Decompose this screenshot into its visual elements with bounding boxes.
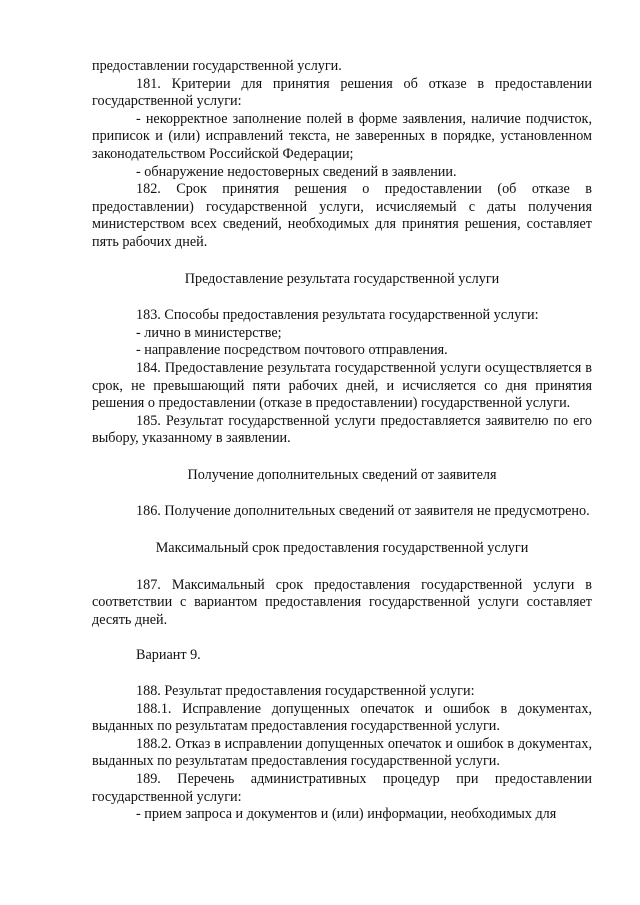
paragraph: 185. Результат государственной услуги предоставляется заявителю по его выбору, указанному в заявлении. [92, 412, 592, 447]
paragraph: предоставлении государственной услуги. [92, 58, 342, 74]
paragraph: 187. Максимальный срок предоставления государственной услуги в соответствии с вариантом предоставления государственной услуги составляет десять дней. [92, 576, 592, 628]
spacer [92, 665, 592, 683]
paragraph: - обнаружение недостоверных сведений в заявлении. [136, 163, 457, 180]
paragraph: 188. Результат предоставления государственной услуги: [136, 683, 475, 700]
paragraph: - направление посредством почтового отправления. [136, 342, 448, 359]
paragraph: 181. Критерии для принятия решения об отказе в предоставлении государственной услуги: [92, 75, 592, 110]
paragraph: - лично в министерстве; [136, 324, 282, 341]
paragraph: - некорректное заполнение полей в форме заявления, наличие подчисток, приписок и (или) исправлений текста, не заверенных в порядке, установленном законодательством Российской Федерации; [92, 110, 592, 162]
spacer [92, 629, 592, 647]
section-heading: Предоставление результата государственной услуги [184, 270, 500, 287]
paragraph: 189. Перечень административных процедур при предоставлении государственной услуги: [92, 771, 592, 805]
paragraph: 184. Предоставление результата государственной услуги осуществляется в срок, не превышающий пяти рабочих дней, и исчисляется со дня принятия решения о предоставлении (отказе в предоставлении) государственной услуги. [92, 359, 592, 412]
paragraph: Вариант 9. [136, 647, 201, 664]
paragraph: 188.2. Отказ в исправлении допущенных опечаток и ошибок в документах, выданных по результатам предоставления государственной услуги. [92, 735, 592, 770]
paragraph: 186. Получение дополнительных сведений от заявителя не предусмотрено. [136, 503, 590, 520]
section-heading: Получение дополнительных сведений от заявителя [187, 466, 497, 483]
paragraph: 188.1. Исправление допущенных опечаток и ошибок в документах, выданных по результатам предоставления государственной услуги. [92, 700, 592, 735]
section-heading: Максимальный срок предоставления государственной услуги [155, 540, 529, 557]
document-body [92, 58, 592, 824]
paragraph: - прием запроса и документов и (или) информации, необходимых для [136, 806, 557, 823]
paragraph: 183. Способы предоставления результата государственной услуги: [136, 307, 539, 324]
paragraph: 182. Срок принятия решения о предоставлении (об отказе в предоставлении) государственной услуги, исчисляемый с даты получения министерством всех сведений, необходимых для принятия решения, составляет пять рабочих дней. [92, 181, 592, 250]
